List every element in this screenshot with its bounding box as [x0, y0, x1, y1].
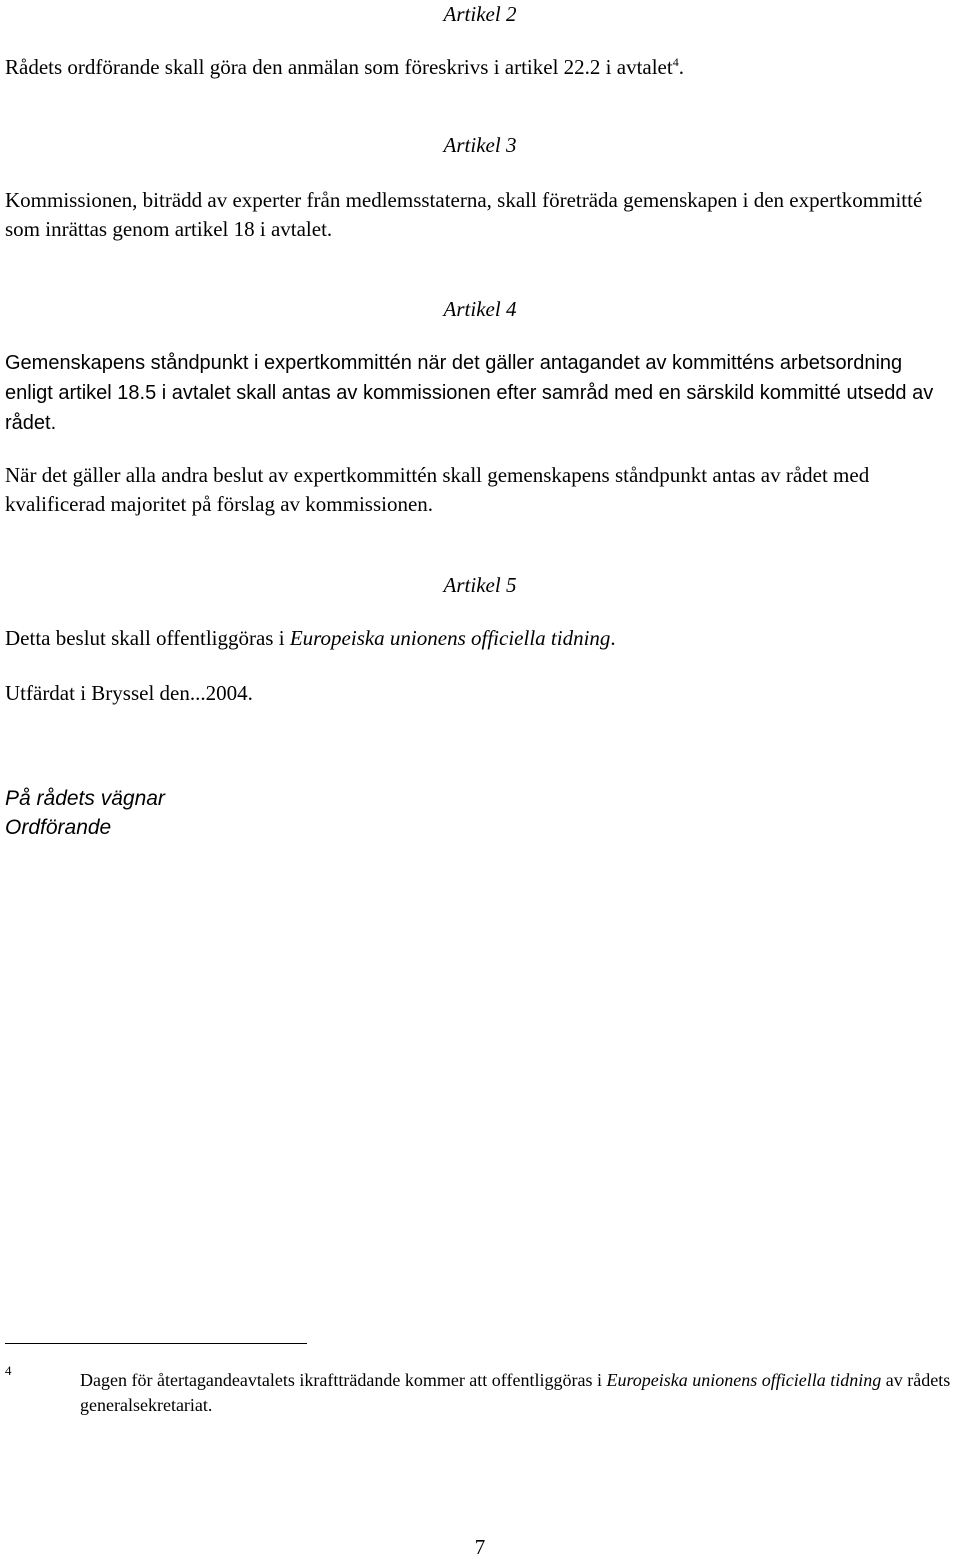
footnote-number: 4 — [5, 1363, 12, 1378]
article-3-heading: Artikel 3 — [443, 133, 517, 157]
article-5-text-after: . — [610, 626, 616, 650]
article-5-text-before: Detta beslut skall offentliggöras i — [5, 626, 290, 650]
footnote-journal-name: Europeiska unionens officiella tidning — [606, 1370, 882, 1390]
article-2-text — [5, 53, 955, 82]
page-number: 7 — [474, 1535, 486, 1559]
article-2-period: . — [678, 55, 684, 79]
article-4-heading: Artikel 4 — [443, 297, 517, 321]
signature-line-1: På rådets vägnar — [5, 787, 165, 810]
article-4-paragraph-1: Gemenskapens ståndpunkt i expertkommittén när det gäller antagandet av kommitténs arbetsordning enligt artikel 18.5 i avtalet skall antas av kommissionen efter samråd med en särskild kommitté utsedd av rådet. — [5, 352, 934, 434]
footnote-separator — [5, 1343, 307, 1344]
footnote-reference[interactable]: 4 — [672, 55, 679, 69]
article-2-body: Rådets ordförande skall göra den anmälan som föreskrivs i artikel 22.2 i avtalet — [5, 55, 673, 79]
footnote-text — [80, 1368, 960, 1418]
footnote-text-before: Dagen för återtagandeavtalets ikraftträdande kommer att offentliggöras i — [80, 1370, 607, 1390]
article-5-heading: Artikel 5 — [443, 573, 517, 597]
footnote-text-after: av rådets generalsekretariat. — [80, 1370, 951, 1415]
journal-name: Europeiska unionens officiella tidning — [289, 626, 611, 650]
article-4-paragraph-2: När det gäller alla andra beslut av expertkommittén skall gemenskapens ståndpunkt antas av rådet med kvalificerad majoritet på förslag av kommissionen. — [5, 463, 870, 516]
signature-line-2: Ordförande — [5, 816, 112, 839]
article-2-heading: Artikel 2 — [443, 2, 517, 26]
issued-line: Utfärdat i Bryssel den...2004. — [5, 681, 253, 705]
article-3-text: Kommissionen, biträdd av experter från medlemsstaterna, skall företräda gemenskapen i den expertkommitté som inrättas genom artikel 18 i avtalet. — [5, 188, 923, 241]
article-5-text — [5, 624, 955, 653]
